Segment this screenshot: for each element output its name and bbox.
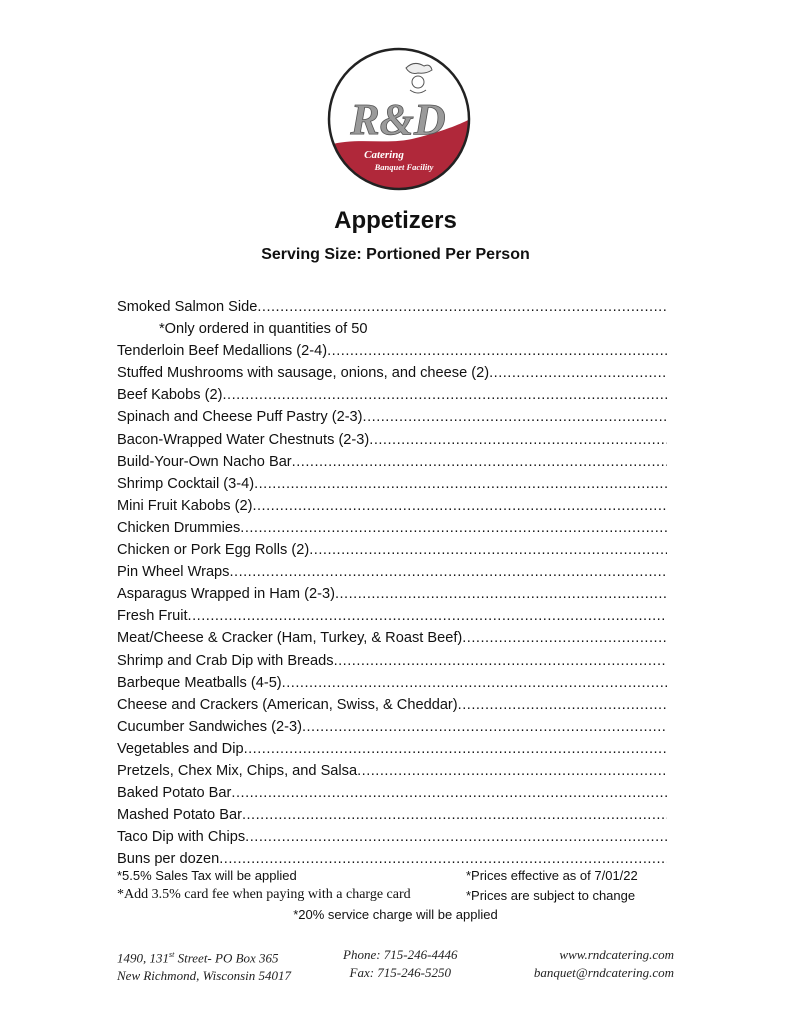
menu-item — [117, 296, 667, 318]
page-title: Appetizers — [334, 207, 457, 234]
dot-leader — [231, 782, 667, 804]
footer-contact — [343, 946, 457, 982]
dot-leader — [335, 583, 667, 605]
menu-item — [117, 406, 667, 428]
dot-leader — [363, 406, 667, 428]
menu-item — [117, 738, 667, 760]
menu-item-name: Stuffed Mushrooms with sausage, onions, and cheese (2) — [117, 365, 490, 382]
menu-item-name: Pin Wheel Wraps — [117, 564, 230, 581]
service-charge-note: *20% service charge will be applied — [293, 907, 498, 922]
dot-leader — [254, 473, 667, 495]
menu-item — [117, 340, 667, 362]
dot-leader — [240, 517, 667, 539]
address-street: Street- PO Box 365 — [174, 950, 279, 966]
dot-leader — [458, 694, 667, 716]
dot-leader — [242, 804, 667, 826]
menu-item — [117, 826, 667, 848]
menu-item-name: Cheese and Crackers (American, Swiss, & Cheddar) — [117, 696, 458, 713]
menu-item-name: Build-Your-Own Nacho Bar — [117, 453, 292, 470]
menu-item — [117, 495, 667, 517]
menu-item-name: Taco Dip with Chips — [117, 829, 246, 846]
menu-item — [117, 716, 667, 738]
menu-item-name: Asparagus Wrapped in Ham (2-3) — [117, 586, 335, 603]
menu-item-name: Meat/Cheese & Cracker (Ham, Turkey, & Roast Beef) — [117, 630, 463, 647]
prices-effective-note: *Prices effective as of 7/01/22 — [466, 868, 638, 883]
menu-item — [117, 782, 667, 804]
dot-leader — [327, 340, 667, 362]
menu-item — [117, 694, 667, 716]
footer-web — [534, 946, 674, 982]
dot-leader — [489, 362, 667, 384]
menu-item-name: Beef Kabobs (2) — [117, 387, 223, 404]
menu-item-name: Baked Potato Bar — [117, 785, 232, 802]
dot-leader — [334, 650, 667, 672]
address-city: New Richmond, Wisconsin 54017 — [117, 968, 292, 984]
fax-number: Fax: 715-246-5250 — [349, 965, 451, 980]
menu-item — [117, 473, 667, 495]
dot-leader — [188, 605, 667, 627]
card-fee-note: *Add 3.5% card fee when paying with a charge card — [117, 887, 411, 902]
menu-list — [117, 296, 667, 870]
menu-item — [117, 672, 667, 694]
menu-item-name: Spinach and Cheese Puff Pastry (2-3) — [117, 409, 363, 426]
dot-leader — [282, 672, 667, 694]
menu-item-name: Buns per dozen — [117, 851, 220, 868]
menu-item — [117, 384, 667, 406]
dot-leader — [257, 296, 667, 318]
dot-leader — [244, 738, 667, 760]
menu-item-name: *Only ordered in quantities of 50 — [159, 321, 368, 338]
dot-leader — [222, 384, 667, 406]
menu-item — [117, 539, 667, 561]
menu-item-name: Mashed Potato Bar — [117, 807, 242, 824]
dot-leader — [357, 760, 667, 782]
menu-item — [117, 627, 667, 649]
sales-tax-note: *5.5% Sales Tax will be applied — [117, 868, 297, 883]
menu-item-name: Mini Fruit Kabobs (2) — [117, 497, 253, 514]
address-suffix: st — [169, 950, 175, 959]
dot-leader — [462, 627, 667, 649]
menu-item — [117, 583, 667, 605]
dot-leader — [309, 539, 667, 561]
menu-item-name: Pretzels, Chex Mix, Chips, and Salsa — [117, 762, 358, 779]
rnd-catering-logo — [326, 46, 472, 192]
menu-item — [117, 429, 667, 451]
phone-number: Phone: 715-246-4446 — [343, 947, 458, 962]
website-link[interactable]: www.rndcatering.com — [559, 947, 674, 962]
menu-item-name: Smoked Salmon Side — [117, 299, 258, 315]
footer-address — [117, 946, 291, 985]
menu-item — [117, 517, 667, 539]
dot-leader — [252, 495, 667, 517]
menu-item-name: Bacon-Wrapped Water Chestnuts (2-3) — [117, 431, 370, 448]
menu-item-name: Chicken Drummies — [117, 519, 241, 536]
menu-item-name: Vegetables and Dip — [117, 740, 244, 757]
menu-item — [117, 760, 667, 782]
prices-change-note: *Prices are subject to change — [466, 888, 636, 903]
dot-leader — [229, 561, 667, 583]
dot-leader — [245, 826, 667, 848]
logo-line2: Banquet Facility — [374, 162, 434, 172]
logo-line1: Catering — [364, 149, 404, 161]
menu-item-name: Cucumber Sandwiches (2-3) — [117, 718, 302, 735]
menu-item-name: Barbeque Meatballs (4-5) — [117, 674, 282, 691]
address-number: 1490, 131 — [117, 950, 169, 966]
menu-item-name: Fresh Fruit — [117, 608, 188, 625]
dot-leader — [302, 716, 667, 738]
menu-item-name: Shrimp and Crab Dip with Breads — [117, 652, 334, 669]
menu-item — [117, 605, 667, 627]
menu-item — [117, 561, 667, 583]
page-subtitle: Serving Size: Portioned Per Person — [261, 246, 530, 263]
menu-item — [117, 804, 667, 826]
menu-item-name: Tenderloin Beef Medallions (2-4) — [117, 343, 328, 360]
dot-leader — [292, 451, 667, 473]
email-link[interactable]: banquet@rndcatering.com — [533, 965, 674, 980]
menu-item — [117, 451, 667, 473]
menu-item — [117, 362, 667, 384]
menu-item-name: Shrimp Cocktail (3-4) — [117, 475, 255, 492]
menu-note — [117, 318, 667, 340]
dot-leader — [369, 429, 667, 451]
menu-item-name: Chicken or Pork Egg Rolls (2) — [117, 542, 310, 559]
logo-monogram: R&D — [350, 95, 446, 144]
menu-item — [117, 650, 667, 672]
